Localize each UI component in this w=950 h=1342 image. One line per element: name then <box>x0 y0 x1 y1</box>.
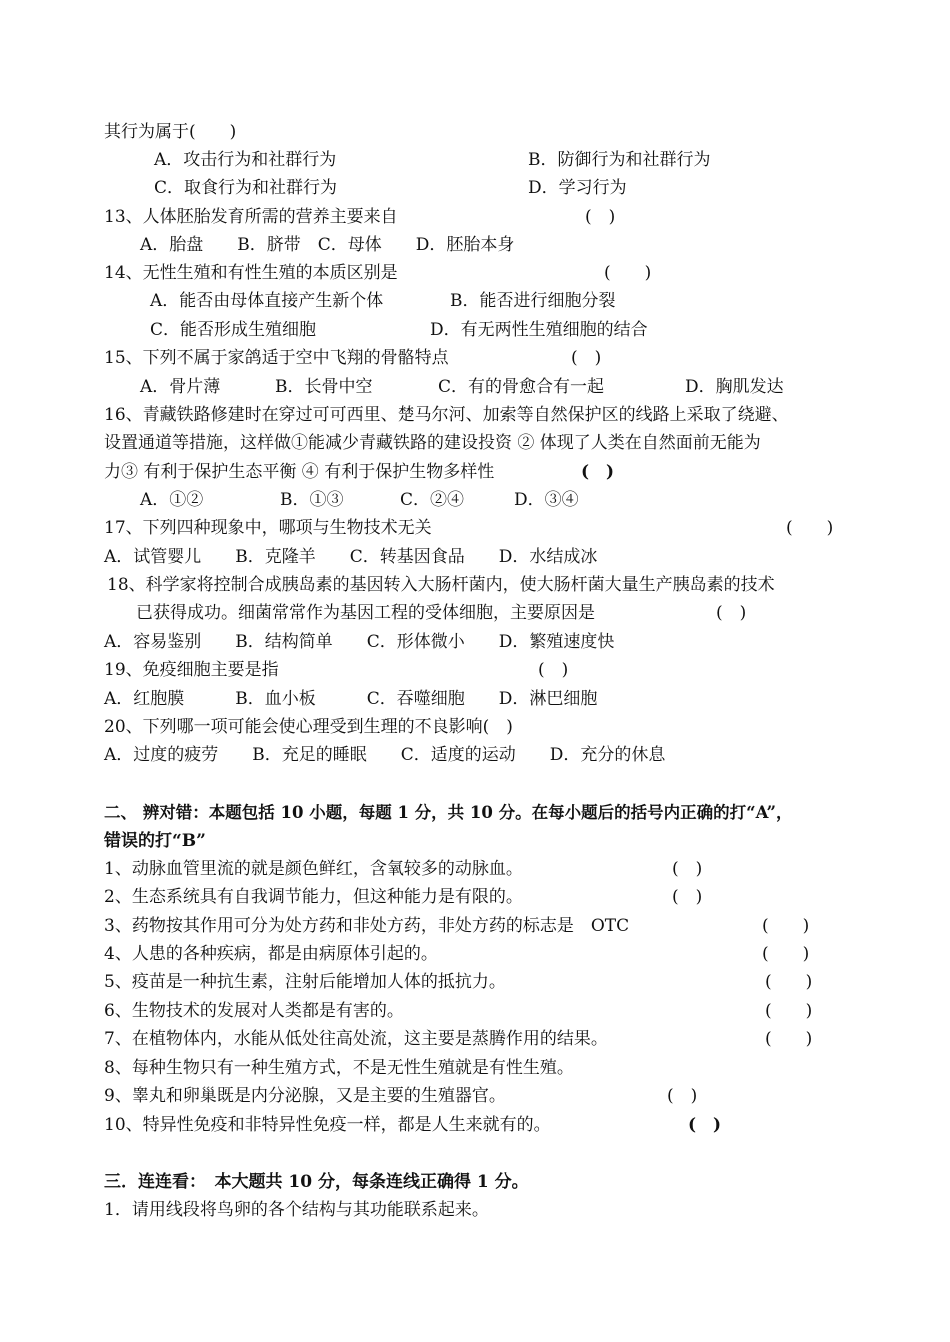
q15-option-c: C．有的骨愈合有一起 <box>438 377 605 397</box>
q13-stem: 13、人体胚胎发育所需的营养主要来自 <box>104 207 398 227</box>
q19-answer-paren: ( ) <box>538 660 569 680</box>
q16-line-3: 力③ 有利于保护生态平衡 ④ 有利于保护生物多样性 <box>104 462 495 482</box>
q13-options: A．胎盘 B．脐带 C．母体 D．胚胎本身 <box>140 235 515 255</box>
q15-answer-paren: ( ) <box>571 348 602 368</box>
tf-item-4-paren: ( ) <box>762 944 810 964</box>
tf-item-8: 8、每种生物只有一种生殖方式，不是无性生殖就是有性生殖。 <box>104 1058 574 1078</box>
q20-stem: 20、下列哪一项可能会使心理受到生理的不良影响( ) <box>104 717 513 737</box>
q14-option-d: D．有无两性生殖细胞的结合 <box>430 320 648 340</box>
q12-option-b: B．防御行为和社群行为 <box>528 150 711 170</box>
q17-answer-paren: ( ) <box>786 518 834 538</box>
tf-item-10: 10、特异性免疫和非特异性免疫一样，都是人生来就有的。 <box>104 1115 551 1135</box>
q20-options: A．过度的疲劳 B．充足的睡眠 C．适度的运动 D．充分的休息 <box>104 745 666 765</box>
q17-stem: 17、下列四种现象中，哪项与生物技术无关 <box>104 518 432 538</box>
q19-stem: 19、免疫细胞主要是指 <box>104 660 279 680</box>
q12-option-a: A．攻击行为和社群行为 <box>154 150 337 170</box>
tf-item-7-paren: ( ) <box>765 1029 813 1049</box>
section2-heading-cont: 错误的打“B” <box>104 831 206 851</box>
q16-option-d: D．③④ <box>514 490 579 510</box>
q12-option-d: D．学习行为 <box>528 178 627 198</box>
q14-option-c: C．能否形成生殖细胞 <box>150 320 317 340</box>
q16-option-a: A．①② <box>140 490 204 510</box>
q15-stem: 15、下列不属于家鸽适于空中飞翔的骨骼特点 <box>104 348 449 368</box>
section3-item-1: 1．请用线段将鸟卵的各个结构与其功能联系起来。 <box>104 1200 489 1220</box>
q18-line-1: 18、科学家将控制合成胰岛素的基因转入大肠杆菌内，使大肠杆菌大量生产胰岛素的技术 <box>107 575 775 595</box>
tf-item-6-paren: ( ) <box>765 1001 813 1021</box>
q16-answer-paren: ( ) <box>581 462 615 482</box>
q16-option-b: B．①③ <box>280 490 344 510</box>
tf-item-7: 7、在植物体内，水能从低处往高处流，这主要是蒸腾作用的结果。 <box>104 1029 608 1049</box>
tf-item-1-paren: ( ) <box>672 859 703 879</box>
q14-option-b: B．能否进行细胞分裂 <box>450 291 616 311</box>
q14-option-a: A．能否由母体直接产生新个体 <box>150 291 384 311</box>
tf-item-5-paren: ( ) <box>765 972 813 992</box>
q18-answer-paren: ( ) <box>716 603 747 623</box>
q16-option-c: C．②④ <box>400 490 465 510</box>
tf-item-2: 2、生态系统具有自我调节能力，但这种能力是有限的。 <box>104 887 523 907</box>
section2-heading: 二、 辨对错：本题包括 10 小题，每题 1 分，共 10 分。在每小题后的括号内正确的打“A”， <box>104 803 793 822</box>
section3-heading: 三．连连看： 本大题共 10 分，每条连线正确得 1 分。 <box>104 1172 529 1192</box>
q14-stem: 14、无性生殖和有性生殖的本质区别是 <box>104 263 398 283</box>
q13-answer-paren: ( ) <box>585 207 616 227</box>
q16-line-2: 设置通道等措施，这样做①能减少青藏铁路的建设投资 ② 体现了人类在自然面前无能为 <box>104 433 761 453</box>
q15-option-d: D．胸肌发达 <box>685 377 784 397</box>
tf-item-10-paren: ( ) <box>688 1115 722 1135</box>
tf-item-5: 5、疫苗是一种抗生素，注射后能增加人体的抵抗力。 <box>104 972 506 992</box>
tf-item-1: 1、动脉血管里流的就是颜色鲜红，含氧较多的动脉血。 <box>104 859 523 879</box>
q17-options: A．试管婴儿 B．克隆羊 C．转基因食品 D．水结成冰 <box>104 547 598 567</box>
q16-line-1: 16、青藏铁路修建时在穿过可可西里、楚马尔河、加索等自然保护区的线路上采取了绕避、 <box>104 405 789 425</box>
q19-options: A．红胞膜 B．血小板 C．吞噬细胞 D．淋巴细胞 <box>104 689 598 709</box>
q18-options: A．容易鉴别 B．结构简单 C．形体微小 D．繁殖速度快 <box>104 632 615 652</box>
tf-item-3-paren: ( ) <box>762 916 810 936</box>
tf-item-4: 4、人患的各种疾病，都是由病原体引起的。 <box>104 944 438 964</box>
tf-item-3: 3、药物按其作用可分为处方药和非处方药，非处方药的标志是 OTC <box>104 916 630 936</box>
q12-stem-end: 其行为属于( ) <box>104 122 237 142</box>
q12-option-c: C．取食行为和社群行为 <box>154 178 338 198</box>
q15-option-a: A．骨片薄 <box>140 377 221 397</box>
q18-line-2: 已获得成功。细菌常常作为基因工程的受体细胞，主要原因是 <box>136 603 595 623</box>
tf-item-2-paren: ( ) <box>672 887 703 907</box>
tf-item-9: 9、睾丸和卵巢既是内分泌腺，又是主要的生殖器官。 <box>104 1086 506 1106</box>
q15-option-b: B．长骨中空 <box>275 377 373 397</box>
tf-item-9-paren: ( ) <box>667 1086 698 1106</box>
tf-item-6: 6、生物技术的发展对人类都是有害的。 <box>104 1001 404 1021</box>
q14-answer-paren: ( ) <box>604 263 652 283</box>
